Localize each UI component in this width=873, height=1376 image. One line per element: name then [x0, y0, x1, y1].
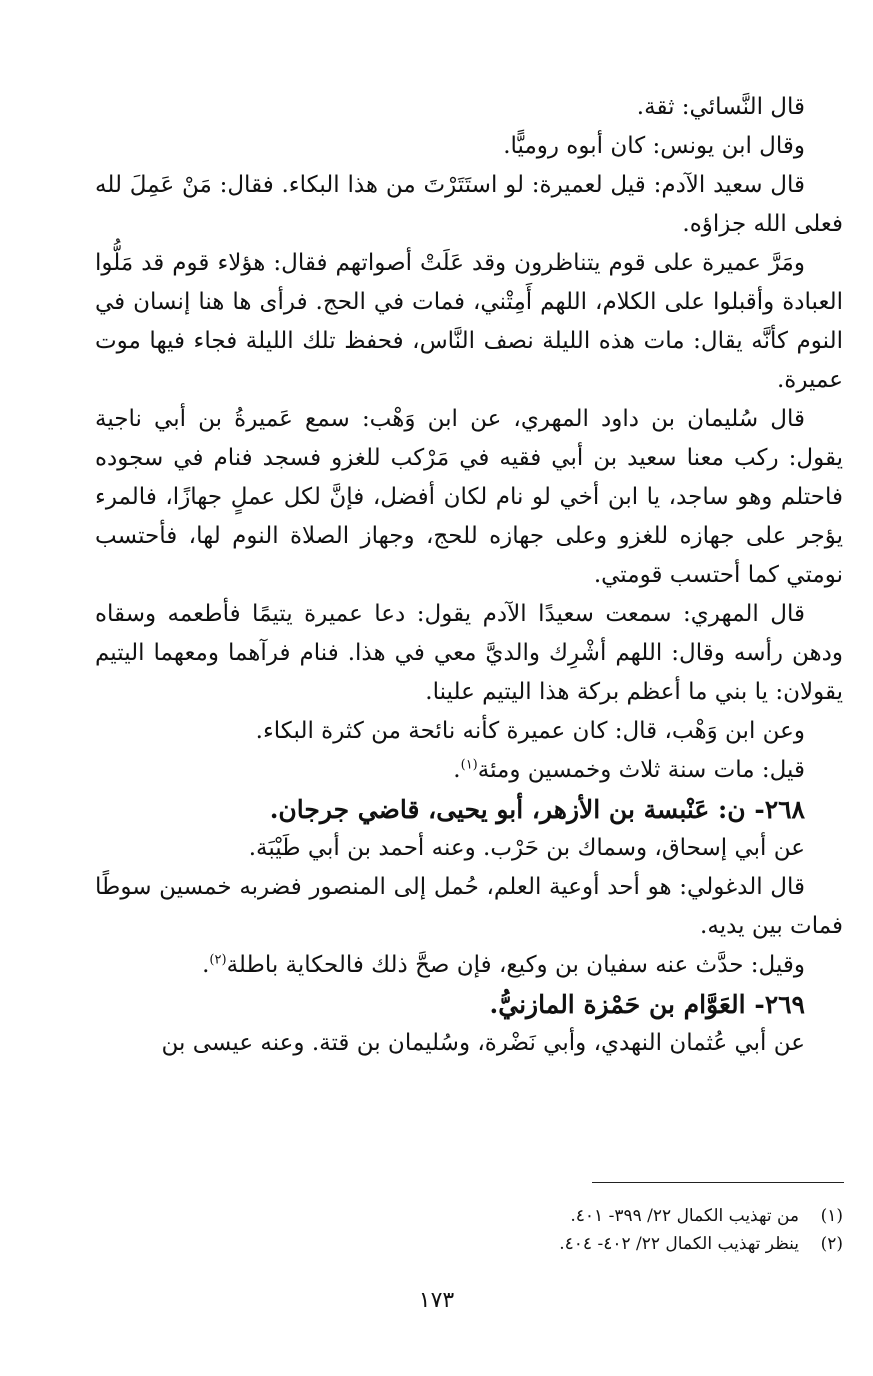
paragraph-text: قال المهري: سمعت سعيدًا الآدم يقول: دعا عميرة يتيمًا فأطعمه وسقاه ودهن رأسه وقال: اللهم أشْرِك والديَّ معي في هذا. فنام فرآهما ومعهما اليتيم يقولان: يا بني ما أعظم بركة هذا اليتيم علينا.: [95, 601, 843, 705]
heading-text: ٢٦٩- العَوَّام بن حَمْزة المازنيُّ.: [489, 990, 805, 1019]
paragraph: [95, 400, 843, 595]
footnote-marker: (٢): [209, 952, 227, 968]
paragraph-text: قال سُليمان بن داود المهري، عن ابن وَهْب: سمع عَميرةُ بن أبي ناجية يقول: ركب معنا سعيد بن أبي فقيه في مَرْكب للغزو فسجد فنام في سجوده فاحتلم وهو ساجد، يا ابن أخي لو نام لكان أفضل، فإنَّ لكل عملٍ جهازًا، فالمرء يؤجر على جهازه للغزو وعلى جهازه للحج، وجهاز الصلاة النوم لها، فأحتسب نومتي كما أحتسب قومتي.: [95, 406, 843, 588]
paragraph: [95, 244, 843, 400]
paragraph: [95, 829, 843, 868]
paragraph-text: قيل: مات سنة ثلاث وخمسين ومئة: [477, 757, 805, 783]
footnotes: [95, 1202, 843, 1258]
paragraph-text: وقال ابن يونس: كان أبوه روميًّا.: [503, 133, 805, 159]
paragraph-text: عن أبي عُثمان النهدي، وأبي نَضْرة، وسُليمان بن قتة. وعنه عيسى بن: [161, 1030, 805, 1056]
paragraph-text: ومَرَّ عميرة على قوم يتناظرون وقد عَلَتْ أصواتهم فقال: هؤلاء قوم قد مَلُّوا العبادة وأقبلوا على الكلام، اللهم أَمِتْني، فمات في الحج. فرأى ها هنا إنسان في النوم كأنَّه يقال: مات هذه الليلة نصف النَّاس، فحفظ تلك الليلة فجاء فيها موت عميرة.: [95, 250, 843, 393]
paragraph-text: وقيل: حدَّث عنه سفيان بن وكيع، فإن صحَّ ذلك فالحكاية باطلة: [226, 952, 805, 978]
main-text: [95, 88, 843, 1063]
footnote-number: (٢): [820, 1234, 843, 1254]
paragraph: [95, 127, 843, 166]
footnote-separator: [592, 1182, 844, 1183]
sentence-end: .: [202, 952, 210, 978]
footnote-number: (١): [820, 1206, 843, 1226]
paragraph-text: قال سعيد الآدم: قيل لعميرة: لو استَتَرْتَ من هذا البكاء. فقال: مَنْ عَمِلَ لله فعلى الله جزاؤه.: [95, 172, 843, 237]
paragraph: [95, 166, 843, 244]
heading-text: ٢٦٨- ن: عَنْبسة بن الأزهر، أبو يحيى، قاضي جرجان.: [269, 795, 805, 824]
paragraph-text: قال النَّسائي: ثقة.: [636, 94, 805, 120]
entry-heading: [95, 790, 843, 829]
paragraph: [95, 868, 843, 946]
paragraph-text: عن أبي إسحاق، وسماك بن حَرْب. وعنه أحمد بن أبي طَيْبَة.: [248, 835, 805, 861]
footnote-marker: (١): [460, 757, 478, 773]
entry-heading: [95, 985, 843, 1024]
paragraph: [95, 595, 843, 712]
paragraph: [95, 1024, 843, 1063]
paragraph: [95, 712, 843, 751]
paragraph: [95, 946, 843, 985]
paragraph-text: وعن ابن وَهْب، قال: كان عميرة كأنه نائحة من كثرة البكاء.: [255, 718, 805, 744]
page-number: ١٧٣: [418, 1288, 455, 1313]
footnote-text: من تهذيب الكمال ٢٢/ ٣٩٩- ٤٠١.: [570, 1206, 799, 1226]
paragraph: [95, 751, 843, 790]
footnote-text: ينظر تهذيب الكمال ٢٢/ ٤٠٢- ٤٠٤.: [559, 1234, 799, 1254]
paragraph: [95, 88, 843, 127]
sentence-end: .: [453, 757, 461, 783]
paragraph-text: قال الدغولي: هو أحد أوعية العلم، حُمل إلى المنصور فضربه خمسين سوطًا فمات بين يديه.: [95, 874, 843, 939]
footnote: [95, 1202, 843, 1230]
footnote: [95, 1230, 843, 1258]
